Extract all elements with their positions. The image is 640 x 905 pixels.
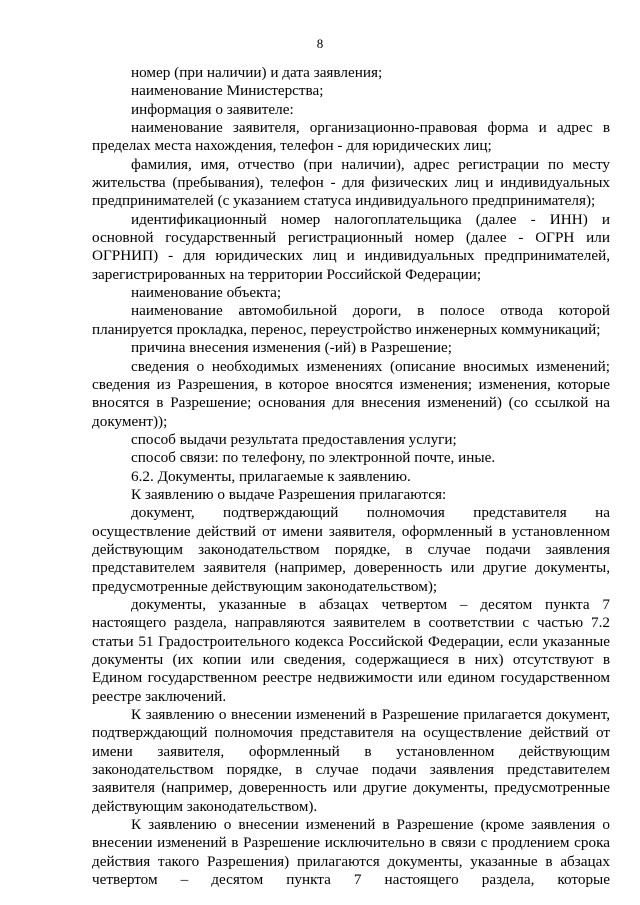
paragraph-amendment-authority: К заявлению о внесении изменений в Разрешение прилагается документ, подтверждающий полномочия представителя на осуществление действий от имени заявителя, оформленный в установленном действующим законодательством порядке, в случае подачи заявления представителем заявителя (например, доверенность или другие документы, предусмотренные действующим законодательством). (92, 706, 610, 815)
document-body (92, 64, 610, 889)
paragraph-object-name: наименование объекта; (131, 284, 282, 302)
paragraph-change-reason: причина внесения изменения (-ий) в Разрешение; (131, 339, 452, 357)
paragraph-ministry-name: наименование Министерства; (131, 82, 324, 100)
paragraph-legal-entity: наименование заявителя, организационно-правовая форма и адрес в пределах места нахождения, телефон - для юридических лиц; (92, 119, 610, 155)
paragraph-road-name: наименование автомобильной дороги, в полосе отвода которой планируется прокладка, перенос, переустройство инженерных коммуникаций; (92, 302, 610, 338)
paragraph-authority-document: документ, подтверждающий полномочия представителя на осуществление действий от имени заявителя, оформленный в установленном действующим законодательством порядке, в случае подачи заявления представителем заявителя (например, доверенность или другие документы, предусмотренные действующим законодательством); (92, 504, 610, 595)
paragraph-documents-registry: документы, указанные в абзацах четвертом – десятом пункта 7 настоящего раздела, направляются заявителем в соответствии с частью 7.2 статьи 51 Градостроительного кодекса Российской Федерации, если указанные документы (их копии или сведения, содержащиеся в них) отсутствуют в Едином государственном реестре недвижимости или едином государственном реестре заключений. (92, 595, 610, 705)
paragraph-change-details: сведения о необходимых изменениях (описание вносимых изменений; сведения из Разрешения, в которое вносятся изменения; изменения, которые вносятся в Разрешение; основания для внесения изменений) (со ссылкой на документ)); (92, 357, 610, 430)
paragraph-individual: фамилия, имя, отчество (при наличии), адрес регистрации по месту жительства (пребывания), телефон - для физических лиц и индивидуальных предпринимателей (с указанием статуса индивидуального предпринимателя); (92, 155, 610, 210)
paragraph-section-6-2: 6.2. Документы, прилагаемые к заявлению. (131, 467, 411, 485)
page-number: 8 (316, 36, 324, 51)
paragraph-inn-ogrn: идентификационный номер налогоплательщика (далее - ИНН) и основной государственный регистрационный номер (далее - ОГРН или ОГРНИП) - для юридических лиц и индивидуальных предпринимателей, зарегистрированных на территории Российской Федерации; (92, 210, 610, 283)
paragraph-issue-attachments: К заявлению о выдаче Разрешения прилагаются: (131, 485, 447, 503)
paragraph-contact-method: способ связи: по телефону, по электронной почте, иные. (131, 449, 496, 467)
paragraph-application-number: номер (при наличии) и дата заявления; (131, 64, 383, 81)
paragraph-delivery-method: способ выдачи результата предоставления услуги; (131, 430, 457, 448)
paragraph-amendment-documents: К заявлению о внесении изменений в Разрешение (кроме заявления о внесении изменений в Разрешение исключительно в связи с продлением срока действия такого Разрешения) прилагаются документы, указанные в абзацах четвертом – десятом пункта 7 настоящего раздела, которые (92, 816, 610, 889)
paragraph-applicant-info: информация о заявителе: (131, 100, 294, 118)
